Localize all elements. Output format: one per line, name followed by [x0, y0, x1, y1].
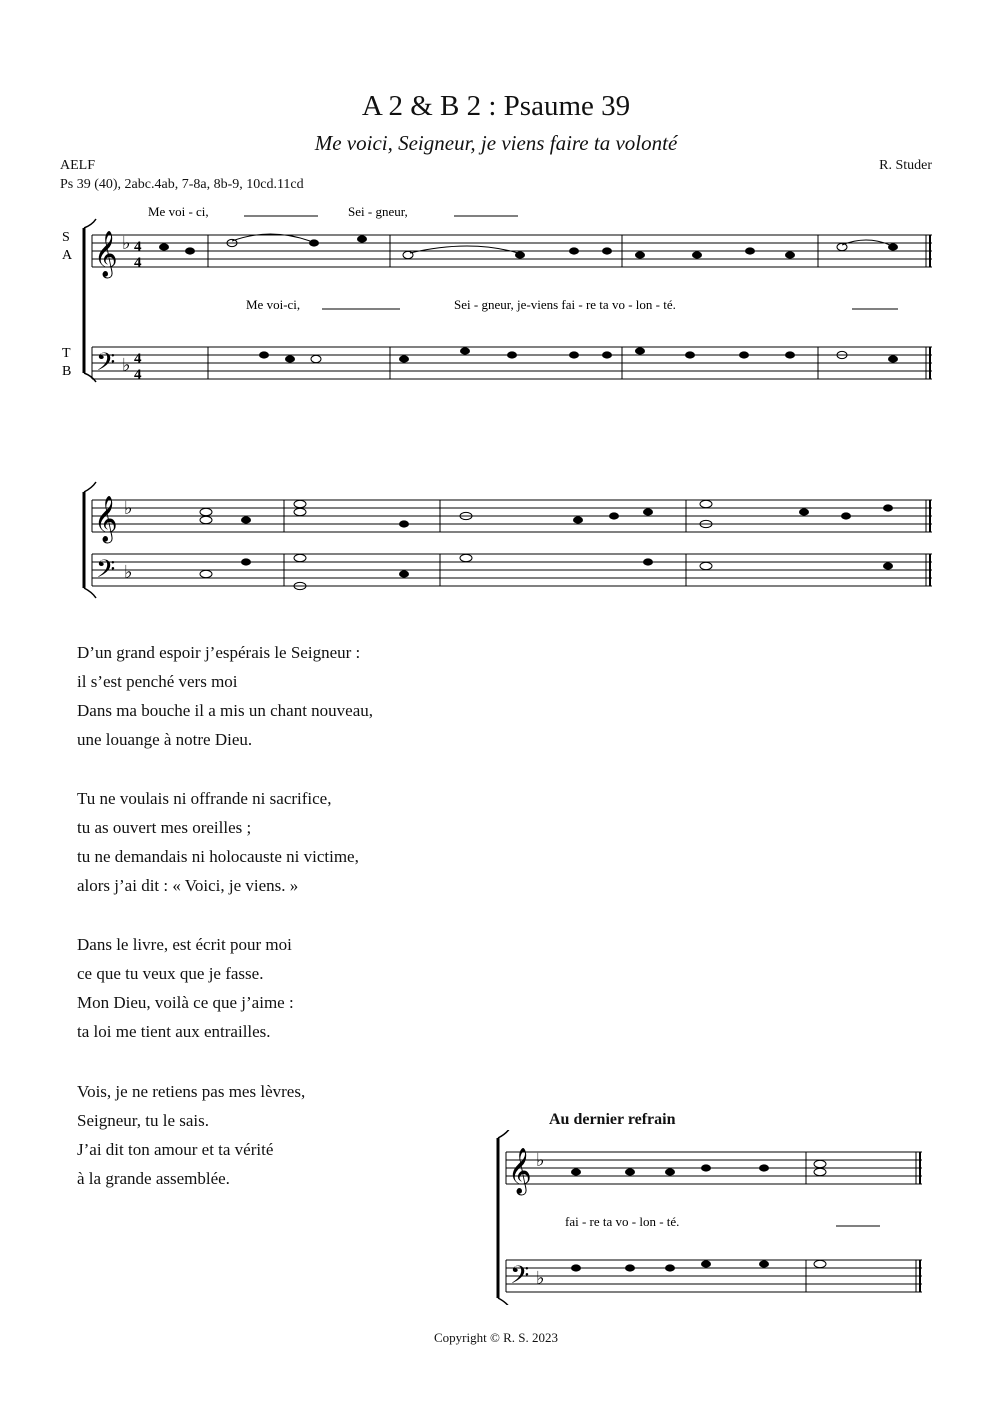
score-system-1: [0, 195, 992, 405]
stanza-line: Seigneur, tu le sais.: [77, 1111, 209, 1130]
verses-reference: Ps 39 (40), 2abc.4ab, 7-8a, 8b-9, 10cd.11cd: [60, 177, 304, 192]
voice-label-s: S: [62, 230, 70, 245]
soprano-lyric-1: Me voi - ci,: [148, 204, 209, 219]
svg-text:♭: ♭: [122, 233, 131, 253]
score-system-2: [0, 460, 992, 600]
page-subtitle: Me voici, Seigneur, je viens faire ta volonté: [314, 131, 678, 155]
stanza-line: Tu ne voulais ni offrande ni sacrifice,: [77, 789, 332, 808]
composer-label: R. Studer: [879, 158, 932, 173]
source-label: AELF: [60, 158, 95, 173]
svg-text:♭: ♭: [124, 498, 133, 518]
svg-text:♭: ♭: [122, 355, 131, 375]
svg-text:𝄢: 𝄢: [96, 556, 116, 589]
voice-label-b: B: [62, 364, 72, 379]
svg-text:4: 4: [134, 367, 142, 383]
stanza-line: alors j’ai dit : « Voici, je viens. »: [77, 876, 299, 895]
treble-notes: [159, 235, 898, 258]
stanza-line: Vois, je ne retiens pas mes lèvres,: [77, 1082, 306, 1101]
page-title: A 2 & B 2 : Psaume 39: [361, 90, 631, 122]
svg-text:4: 4: [134, 351, 142, 367]
last-refrain-label: Au dernier refrain: [549, 1111, 676, 1128]
svg-text:♭: ♭: [124, 562, 133, 582]
treble-clef-icon: 𝄞: [94, 231, 118, 276]
soprano-lyric-2: Sei - gneur,: [348, 204, 408, 219]
svg-text:𝄞: 𝄞: [508, 1148, 532, 1193]
stanza-line: il s’est penché vers moi: [77, 672, 238, 691]
copyright: Copyright © R. S. 2023: [433, 1330, 558, 1345]
svg-text:♭: ♭: [536, 1150, 545, 1170]
voice-label-t: T: [62, 346, 71, 361]
stanza-line: tu ne demandais ni holocauste ni victime,: [77, 847, 359, 866]
stanza-line: J’ai dit ton amour et ta vérité: [77, 1140, 274, 1159]
stanza-line: Dans le livre, est écrit pour moi: [77, 935, 292, 954]
stanza-3: [77, 930, 294, 1046]
last-refrain-lyrics: fai - re ta vo - lon - té.: [565, 1214, 680, 1229]
stanza-4: [77, 1077, 305, 1193]
alto-lyric-1: Me voi-ci,: [246, 297, 301, 312]
last-refrain-score: [490, 1130, 940, 1305]
stanza-line: Dans ma bouche il a mis un chant nouveau,: [77, 701, 374, 720]
alto-lyric-2: Sei - gneur, je-viens fai - re ta vo - lon - té.: [454, 297, 676, 312]
svg-text:4: 4: [134, 239, 142, 255]
svg-text:♭: ♭: [536, 1268, 545, 1288]
stanza-1: [77, 638, 373, 754]
svg-text:𝄢: 𝄢: [510, 1262, 530, 1295]
stanza-line: ta loi me tient aux entrailles.: [77, 1022, 271, 1041]
stanza-2: [77, 784, 359, 900]
voice-label-a: A: [62, 248, 73, 263]
stanza-line: ce que tu veux que je fasse.: [77, 964, 264, 983]
svg-text:4: 4: [134, 255, 142, 271]
bass-clef-icon: 𝄢: [96, 349, 116, 382]
stanza-line: Mon Dieu, voilà ce que j’aime :: [77, 993, 294, 1012]
stanza-line: à la grande assemblée.: [77, 1169, 230, 1188]
svg-text:𝄞: 𝄞: [94, 496, 118, 541]
stanza-line: D’un grand espoir j’espérais le Seigneur :: [77, 643, 361, 662]
stanza-line: une louange à notre Dieu.: [77, 730, 253, 749]
stanza-line: tu as ouvert mes oreilles ;: [77, 818, 252, 837]
